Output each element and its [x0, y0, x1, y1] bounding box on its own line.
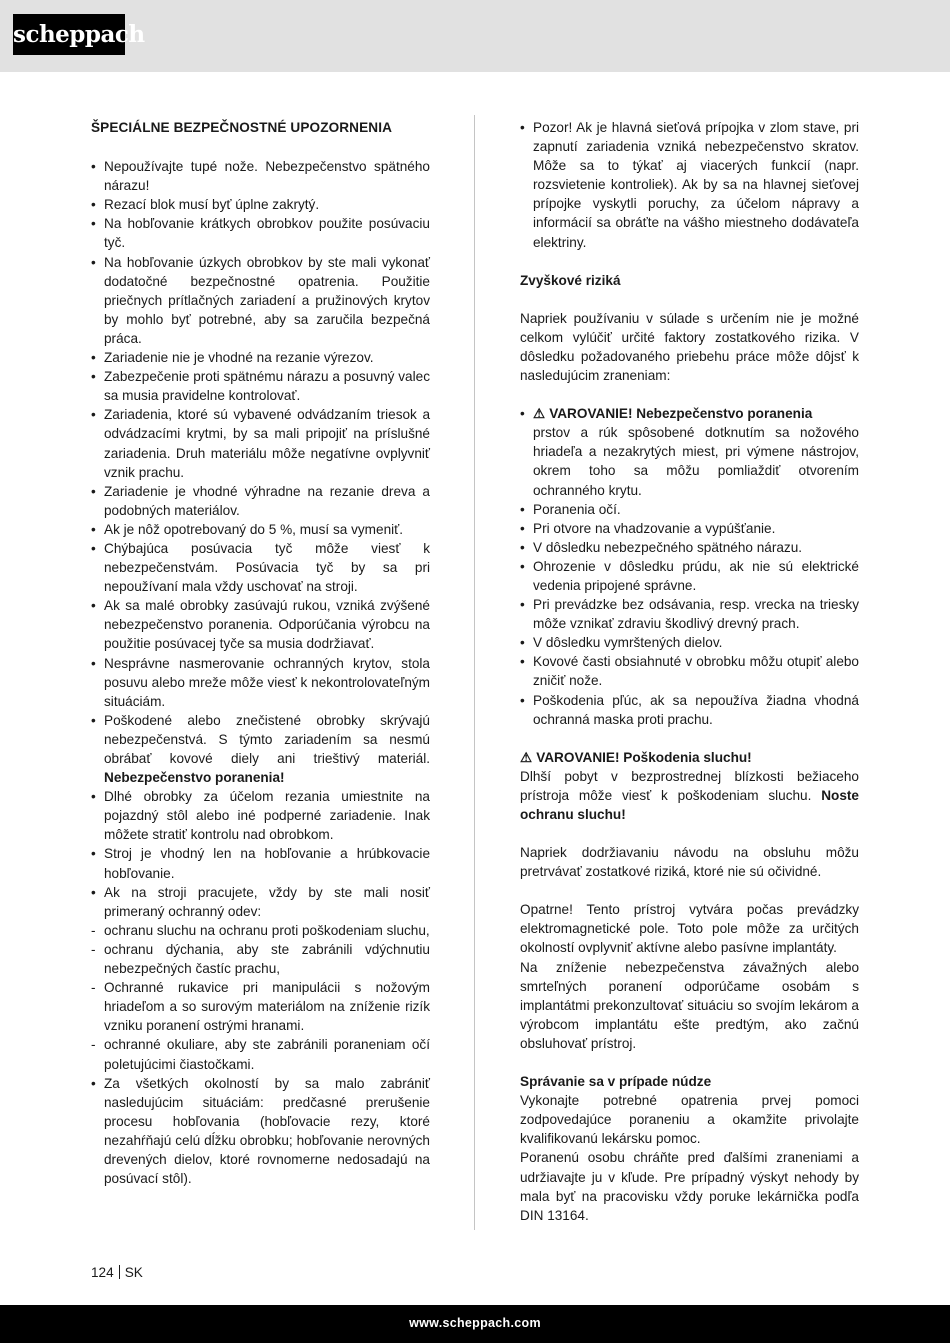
hearing-bold: Noste ochranu sluchu! — [520, 787, 859, 822]
list-item: • Zabezpečenie proti spätnému nárazu a posuvný valec sa musia pravidelne kontrolovať. — [91, 367, 430, 405]
list-item: • Pri otvore na vhadzovanie a vypúšťanie. — [520, 519, 859, 538]
brand-logo: scheppach — [13, 14, 125, 55]
list-item: • Zariadenia, ktoré sú vybavené odvádzaním triesok a odvádzacími krytmi, by sa mali pripojiť na príslušné zariadenia. Druh materiálu môže negatívne ovplyvniť vznik prachu. — [91, 405, 430, 481]
item-bold-warning: Nebezpečenstvo poranenia! — [104, 770, 285, 786]
list-item — [520, 404, 859, 499]
residual-paragraph: Napriek dodržiavaniu návodu na obsluhu môžu pretrvávať zostatkové riziká, ktoré nie sú očividné. — [520, 845, 859, 880]
residual-risks-intro: Napriek používaniu v súlade s určením nie je možné celkom vylúčiť určité faktory zostatkového rizika. V dôsledku požadovaného priebehu práce môže dôjsť k nasledujúcim zraneniam: — [520, 310, 859, 384]
list-item: • Zariadenie nie je vhodné na rezanie výrezov. — [91, 348, 430, 367]
warning-triangle-icon: ⚠ — [533, 406, 546, 422]
residual-risks-title: Zvyškové riziká — [520, 272, 621, 288]
list-item: • V dôsledku vymrštených dielov. — [520, 633, 859, 652]
list-item: • Nesprávne nasmerovanie ochranných krytov, stola posuvu alebo mreže môže viesť k nekontrolovateľným situáciám. — [91, 654, 430, 711]
list-item: • Stroj je vhodný len na hobľovanie a hrúbkovacie hobľovanie. — [91, 844, 430, 882]
list-item: • Poškodenia pľúc, ak sa nepoužíva žiadna vhodná ochranná maska proti prachu. — [520, 691, 859, 729]
dash-item: - ochranu dýchania, aby ste zabránili vdýchnutiu nebezpečných častíc prachu, — [91, 940, 430, 978]
page-number — [91, 1265, 143, 1280]
warning-hearing-heading: VAROVANIE! Poškodenia sluchu! — [536, 749, 752, 765]
implant-paragraph: Na zníženie nebezpečenstva závažných alebo smrteľných poranení odporúčame osobám s implantátmi prekonzultovať situáciu so svojím lekárom a výrobcom implantátu ešte predtým, ako začnú obsluhovať prístroj. — [520, 959, 859, 1051]
warning-triangle-icon: ⚠ — [520, 749, 533, 765]
item-text: Poškodené alebo znečistené obrobky skrývajú nebezpečenstvá. S týmto zariadením sa nesmú obrábať kovové diely ani trieštivý materiál. — [104, 712, 430, 766]
footer-bar — [0, 1305, 950, 1343]
list-item: • Kovové časti obsiahnuté v obrobku môžu otupiť alebo zničiť nože. — [520, 652, 859, 690]
list-item: • V dôsledku nebezpečného spätného nárazu. — [520, 538, 859, 557]
website-link[interactable]: www.scheppach.com — [409, 1316, 541, 1330]
risk-list — [520, 404, 859, 729]
list-item: • Pozor! Ak je hlavná sieťová prípojka v zlom stave, pri zapnutí zariadenia vzniká nebezpečenstvo skratov. Môže sa to týkať aj viacerých funkcií (napr. rozsvietenie kontroliek). Ak by sa na hlavnej sieťovej prípojke vyskytli poruchy, za účelom nápravy a informácií sa obráťte na vášho miestneho dodávateľa elektriny. — [520, 118, 859, 252]
list-item: • Zariadenie je vhodné výhradne na rezanie dreva a podobných materiálov. — [91, 482, 430, 520]
list-item: • Na hobľovanie úzkych obrobkov by ste mali vykonať dodatočné bezpečnostné opatrenia. Použitie priečnych prítlačných zariadení a pružinových krytov by mohlo byť potrebné, aby sa zaručila bezpečná práca. — [91, 253, 430, 348]
mains-warning-list — [520, 118, 859, 252]
hearing-paragraph — [520, 767, 859, 824]
dash-item: - ochranné okuliare, aby ste zabránili poraneniam očí poletujúcimi čiastočkami. — [91, 1035, 430, 1073]
right-column — [520, 118, 859, 1225]
safety-list — [91, 157, 430, 1188]
column-divider — [474, 115, 475, 1230]
dash-item: - Ochranné rukavice pri manipulácii s nožovým hriadeľom a so surovým materiálom na zníženie rizík vzniku poranení ostrými hranami. — [91, 978, 430, 1035]
emergency-title: Správanie sa v prípade núdze — [520, 1074, 712, 1090]
clothing-intro: Ak na stroji pracujete, vždy by ste mali nosiť primeraný ochranný odev: — [104, 884, 430, 919]
list-item: • Ohrozenie v dôsledku prúdu, ak nie sú elektrické vedenia pripojené správne. — [520, 557, 859, 595]
language-code: SK — [124, 1265, 143, 1280]
emergency-paragraph-2: Poranenú osobu chráňte pred ďalšími zraneniami a udržiavajte ju v kľude. Pre prípadný výskyt nehody by mala byť na pracovisku vždy poruke lekárnička podľa DIN 13164. — [520, 1150, 859, 1223]
hearing-text: Dlhší pobyt v bezprostrednej blízkosti bežiaceho prístroja môže viesť k poškodeniam sluchu. — [520, 768, 859, 803]
list-item: • Dlhé obrobky za účelom rezania umiestnite na pojazdný stôl alebo iné podperné zariadenie. Inak môžete stratiť kontrolu nad obrobkom. — [91, 787, 430, 844]
list-item — [91, 711, 430, 787]
section-title: ŠPECIÁLNE BEZPEČNOSTNÉ UPOZORNENIA — [91, 120, 392, 135]
list-item: • Pri prevádzke bez odsávania, resp. vrecka na triesky môže vznikať zdraviu škodlivý drevný prach. — [520, 595, 859, 633]
em-field-paragraph: Opatrne! Tento prístroj vytvára počas prevádzky elektromagnetické pole. Toto pole môže za určitých okolností ovplyvniť aktívne alebo pasívne implantáty. — [520, 902, 859, 956]
warning-injury-heading: VAROVANIE! Nebezpečenstvo poranenia — [549, 406, 813, 422]
clothing-list — [91, 921, 430, 1074]
warning-hearing — [520, 748, 859, 767]
list-item: • Chýbajúca posúvacia tyč môže viesť k nebezpečenstvám. Posúvacia tyč by sa pri nepoužívaní mala vždy uschovať na stroji. — [91, 539, 430, 596]
list-item: • Poranenia očí. — [520, 500, 859, 519]
list-item: • Ak je nôž opotrebovaný do 5 %, musí sa vymeniť. — [91, 520, 430, 539]
warning-injury-text: prstov a rúk spôsobené dotknutím sa nožového hriadeľa a nezakrytých miest, pri výmene nástrojov, okrem toho sa môžu pomliaždiť otvorením ochranného krytu. — [533, 425, 859, 498]
list-item: • Nepoužívajte tupé nože. Nebezpečenstvo spätného nárazu! — [91, 157, 430, 195]
list-item: • Na hobľovanie krátkych obrobkov použite posúvaciu tyč. — [91, 214, 430, 252]
dash-item: - ochranu sluchu na ochranu proti poškodeniam sluchu, — [91, 921, 430, 940]
header-bar — [0, 0, 950, 72]
left-column — [91, 118, 430, 1188]
list-item — [91, 883, 430, 1074]
list-item: • Rezací blok musí byť úplne zakrytý. — [91, 195, 430, 214]
page-number-value: 124 — [91, 1265, 114, 1280]
list-item: • Ak sa malé obrobky zasúvajú rukou, vzniká zvýšené nebezpečenstvo poranenia. Odporúčania výrobcu na použitie posúvacej tyče sa musia dodržiavať. — [91, 596, 430, 653]
emergency-paragraph-1: Vykonajte potrebné opatrenia prvej pomoci zodpovedajúce poraneniu a okamžite privolajte kvalifikovanú lekársku pomoc. — [520, 1093, 859, 1147]
list-item: • Za všetkých okolností by sa malo zabrániť nasledujúcim situáciám: predčasné prerušenie procesu hobľovania (hobľovacie rezy, ktoré nezahŕňajú celú dĺžku obrobku; hobľovanie nerovných drevených dielov, ktoré rovnomerne nedosadajú na posúvací stôl). — [91, 1074, 430, 1189]
